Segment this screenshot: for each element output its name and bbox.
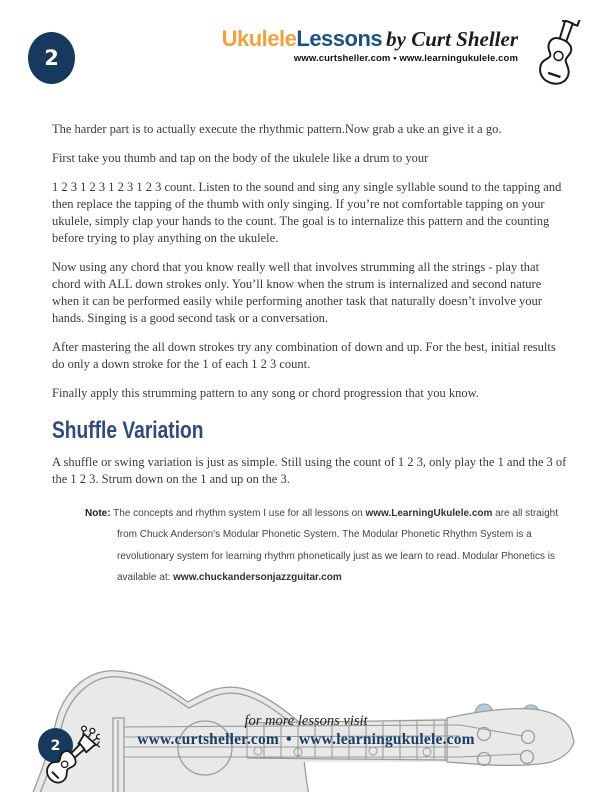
paragraph: After mastering the all down strokes try any combination of down and up. For the best, initial results do only a down stroke for the 1 of each 1 2 3 count. xyxy=(52,340,556,371)
note-text: The concepts and rhythm system I use for all lessons on xyxy=(110,508,366,519)
section-heading-shuffle-variation: Shuffle Variation xyxy=(52,417,204,444)
note-link-learningukulele[interactable]: www.LearningUkulele.com xyxy=(365,508,493,519)
note-label: Note: xyxy=(85,508,111,519)
page-number: 2 xyxy=(50,737,61,754)
paragraph: Now using any chord that you know really well that involves strumming all the strings - play that chord with ALL down strokes only. You’ll know when the strum is internalized and second nature when it can be performed easily while performing another task that naturally doesn’t involve your hands. Singing is a good second task or a conversation. xyxy=(52,260,542,325)
note-link-chuckandersonjazzguitar[interactable]: www.chuckandersonjazzguitar.com xyxy=(173,571,342,583)
header-logo xyxy=(222,20,588,98)
page-number-badge-top xyxy=(28,32,75,84)
paragraph: Finally apply this strumming pattern to any song or chord progression that you know. xyxy=(52,386,479,400)
footer-urls[interactable]: www.curtsheller.com • www.learningukulele.com xyxy=(137,731,475,748)
logo-title xyxy=(222,28,518,50)
lesson-body xyxy=(52,121,569,588)
logo-word-lessons: Lessons xyxy=(296,26,383,51)
paragraph: The harder part is to actually execute the rhythmic pattern.Now grab a uke an give it a go. xyxy=(52,122,502,136)
guitar-icon xyxy=(36,724,100,792)
page-number: 2 xyxy=(44,46,59,70)
ukulele-sketch-icon xyxy=(524,20,588,98)
paragraph: First take you thumb and tap on the body of the ukulele like a drum to your xyxy=(52,151,429,165)
header-urls[interactable]: www.curtsheller.com • www.learningukulele.com xyxy=(293,53,518,64)
footer-tagline: for more lessons visit xyxy=(244,713,368,729)
note-text: are all straight from Chuck Anderson's Modular Phonetic System. The Modular Phonetic Rhythm System is a revolutionary system for learning rhythm phonetically just as we learn to read. Modular Phonetics is available at: xyxy=(117,508,558,583)
logo-word-ukulele: Ukulele xyxy=(221,26,297,51)
paragraph: A shuffle or swing variation is just as simple. Still using the count of 1 2 3, only play the 1 and the 3 of the 1 2 3. Strum down on the 1 and up on the 3. xyxy=(52,455,567,486)
logo-byline: by Curt Sheller xyxy=(386,27,518,51)
note-block xyxy=(85,503,572,588)
paragraph: 1 2 3 1 2 3 1 2 3 1 2 3 count. Listen to the sound and sing any single syllable sound to the tapping and then replace the tapping of the thumb with only singing. If you’re not comfortable tapping on your ukulele, simply clap your hands to the count. The goal is to internalize this pattern and the counting before trying to play anything on the ukulele. xyxy=(52,180,562,245)
